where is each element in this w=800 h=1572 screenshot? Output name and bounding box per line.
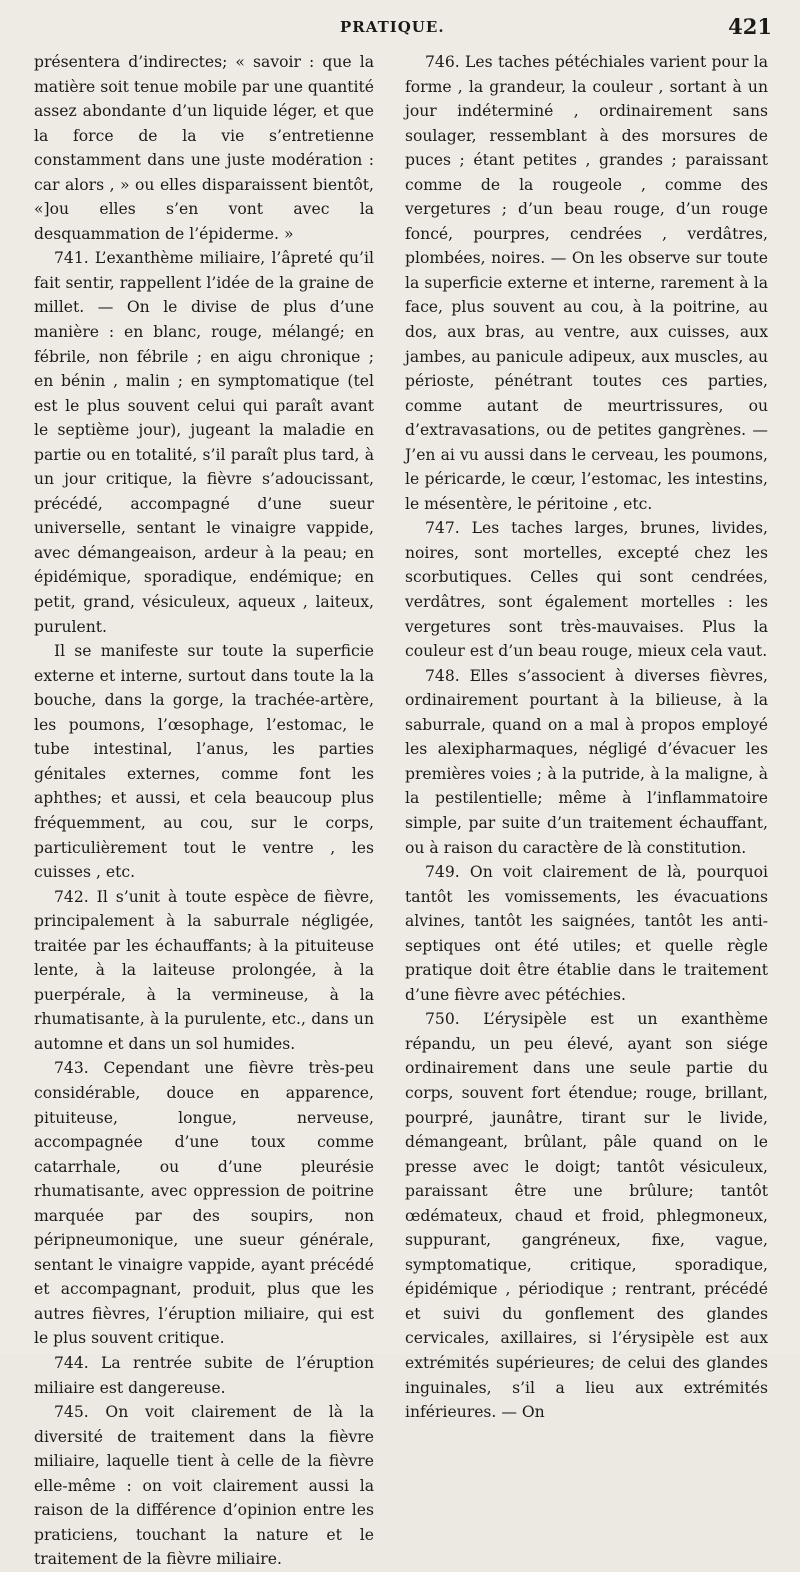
paragraph-742: 742. Il s’unit à toute espèce de fièvre, principalement à la saburrale négligée, traitée par les échauffants; à la pituiteuse lente, à la laiteuse prolongée, à la puerpérale, à la vermineuse, à la rhumatisante, à la purulente, etc., dans un automne et dans un sol humides. — [34, 887, 374, 1053]
page-header — [0, 12, 800, 48]
running-head: PRATIQUE. — [340, 18, 445, 36]
left-column — [34, 50, 374, 1572]
paragraph-749: 749. On voit clairement de là, pourquoi tantôt les vomissements, les évacuations alvines, tantôt les saignées, tantôt les anti-septiques ont été utiles; et quelle règle pratique doit être établie dans le traitement d’une fièvre avec pétéchies. — [405, 863, 768, 1004]
paragraph-744: 744. La rentrée subite de l’éruption miliaire est dangereuse. — [34, 1353, 374, 1397]
paragraph-746: 746. Les taches pétéchiales varient pour la forme , la grandeur, la couleur , sortant à un jour indéterminé , ordinairement sans soulager, ressemblant à des morsures de puces ; étant petites , grandes ; paraissant comme de la rougeole , comme des vergetures ; d’un beau rouge, d’un rouge foncé, pourpres, cendrées , verdâtres, plombées, noires. — On les observe sur toute la superficie externe et interne, rarement à la face, plus souvent au cou, à la poitrine, au dos, aux bras, au ventre, aux cuisses, aux jambes, au panicule adipeux, aux muscles, au périoste, pénétrant toutes ces parties, comme autant de meurtrissures, ou d’extravasations, ou de petites gangrènes. — J’en ai vu aussi dans le cerveau, les poumons, le péricarde, le cœur, l’estomac, les intestins, le mésentère, le péritoine , etc. — [405, 53, 768, 513]
right-column — [405, 50, 768, 1425]
paragraph-750: 750. L’érysipèle est un exanthème répandu, un peu élevé, ayant son siége ordinairement dans une seule partie du corps, souvent fort étendue; rouge, brillant, pourpré, jaunâtre, tirant sur le livide, démangeant, brûlant, pâle quand on le presse avec le doigt; tantôt vésiculeux, paraissant être une brûlure; tantôt œdémateux, chaud et froid, phlegmoneux, suppurant, gangréneux, fixe, vague, symptomatique, critique, sporadique, épidémique , périodique ; rentrant, précédé et suivi du gonflement des glandes cervicales, axillaires, si l’érysipèle est aux extrémités supérieures; de celui des glandes inguinales, s’il a lieu aux extrémités inférieures. — On — [405, 1010, 768, 1422]
paragraph-741: 741. L’exanthème miliaire, l’âpreté qu’il fait sentir, rappellent l’idée de la graine de millet. — On le divise de plus d’une manière : en blanc, rouge, mélangé; en fébrile, non fébrile ; en aigu chronique ; en bénin , malin ; en symptomatique (tel est le plus souvent celui qui paraît avant le septième jour), jugeant la maladie en partie ou en totalité, s’il paraît plus tard, à un jour critique, la fièvre s’adoucissant, précédé, accompagné d’une sueur universelle, sentant le vinaigre vappide, avec démangeaison, ardeur à la peau; en épidémique, sporadique, endémique; en petit, grand, vésiculeux, aqueux , laiteux, purulent. — [34, 249, 374, 636]
paragraph-continuation: présentera d’indirectes; « savoir : que la matière soit tenue mobile par une quantité assez abondante d’un liquide léger, et que la force de la vie s’entretienne constamment dans une juste modération : car alors , » ou elles disparaissent bientôt, «]ou elles s’en vont avec la desquammation de l’épiderme. » — [34, 53, 374, 243]
paragraph-743: 743. Cependant une fièvre très-peu considérable, douce en apparence, pituiteuse, longue, nerveuse, accompagnée d’une toux comme catarrhale, ou d’une pleurésie rhumatisante, avec oppression de poitrine marquée par des soupirs, non péripneumonique, une sueur générale, sentant le vinaigre vappide, ayant précédé et accompagnant, produit, plus que les autres fièvres, l’éruption miliaire, qui est le plus souvent critique. — [34, 1059, 374, 1348]
paragraph-741-cont: Il se manifeste sur toute la superficie externe et interne, surtout dans toute la la bouche, dans la gorge, la trachée-artère, les poumons, l’œsophage, l’estomac, le tube intestinal, l’anus, les parties génitales externes, comme font les aphthes; et aussi, et cela beaucoup plus fréquemment, au cou, sur le corps, particulièrement tout le ventre , les cuisses , etc. — [34, 642, 374, 882]
paragraph-747: 747. Les taches larges, brunes, livides, noires, sont mortelles, excepté chez les scorbutiques. Celles qui sont cendrées, verdâtres, sont également mortelles : les vergetures sont très-mauvaises. Plus la couleur est d’un beau rouge, mieux cela vaut. — [405, 519, 768, 661]
page-number: 421 — [728, 14, 772, 39]
paragraph-745: 745. On voit clairement de là la diversité de traitement dans la fièvre miliaire, laquelle tient à celle de la fièvre elle-même : on voit clairement aussi la raison de la différence d’opinion entre les praticiens, touchant la nature et le traitement de la fièvre miliaire. — [34, 1403, 374, 1569]
paragraph-748: 748. Elles s’associent à diverses fièvres, ordinairement pourtant à la bilieuse, à la saburrale, quand on a mal à propos employé les alexipharmaques, négligé d’évacuer les premières voies ; à la putride, à la maligne, à la pestilentielle; même à l’inflammatoire simple, par suite d’un traitement échauffant, ou à raison du caractère de là constitution. — [405, 666, 768, 857]
